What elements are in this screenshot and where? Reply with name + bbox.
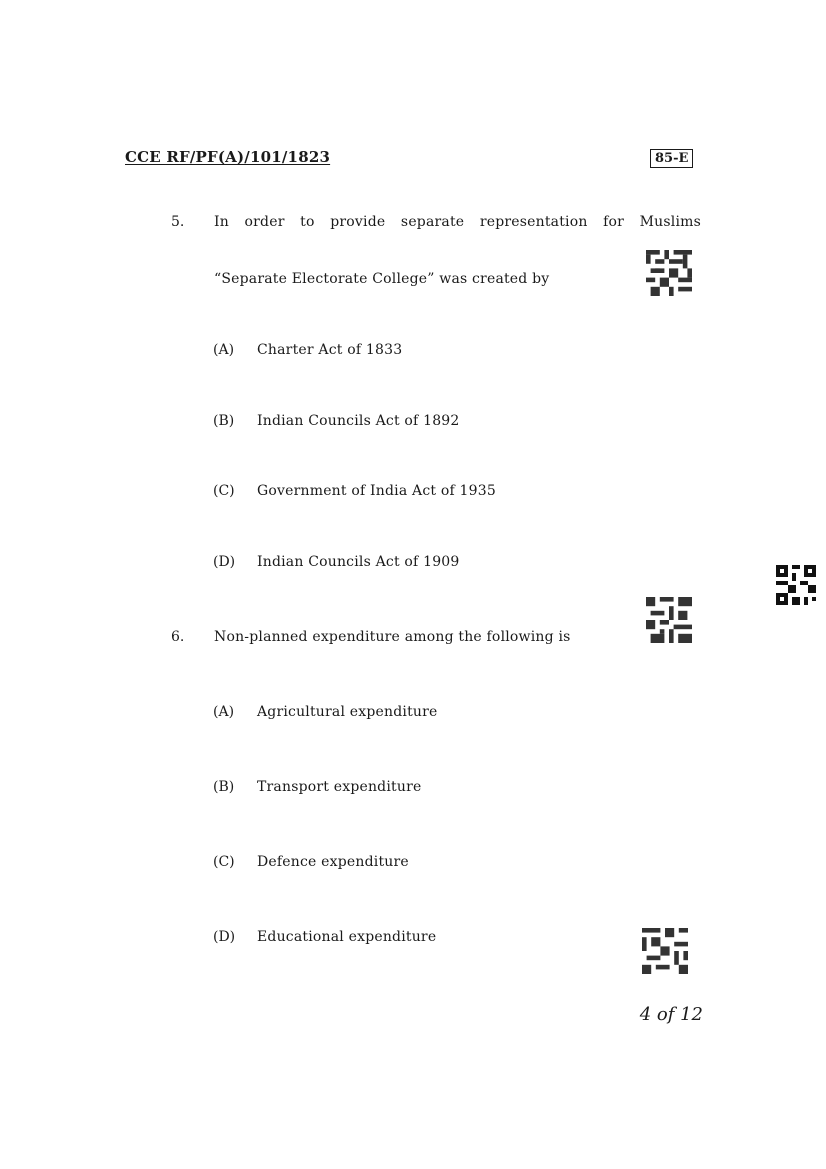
q6-option-c-text: Defence expenditure [257,854,409,870]
qr-code-icon [646,250,692,296]
q5-option-c-label: (C) [213,483,235,499]
qr-code-icon [642,928,688,974]
q5-option-c-text: Government of India Act of 1935 [257,483,496,499]
q6-option-d-label: (D) [213,929,236,945]
q6-option-d-text: Educational expenditure [257,929,437,945]
q5-option-a-label: (A) [213,342,235,358]
q6-option-a-label: (A) [213,704,235,720]
exam-code: CCE RF/PF(A)/101/1823 [125,148,331,166]
question-5-number: 5. [171,214,185,230]
paper-code-box: 85-E [650,149,693,168]
q5-option-b-text: Indian Councils Act of 1892 [257,413,460,429]
q5-option-b-label: (B) [213,413,235,429]
q6-option-c-label: (C) [213,854,235,870]
q5-option-d-text: Indian Councils Act of 1909 [257,554,460,570]
question-5-text-line2: “Separate Electorate College” was created by [214,271,550,287]
q6-option-b-label: (B) [213,779,235,795]
question-5-text-line1: In order to provide separate representation for Muslims [214,214,701,230]
page-number: 4 of 12 [639,1004,703,1025]
q6-option-a-text: Agricultural expenditure [257,704,438,720]
question-6-text: Non-planned expenditure among the following is [214,629,571,645]
q6-option-b-text: Transport expenditure [257,779,422,795]
q5-option-d-label: (D) [213,554,236,570]
q5-option-a-text: Charter Act of 1833 [257,342,403,358]
qr-code-icon [776,565,816,605]
qr-code-icon [646,597,692,643]
question-6-number: 6. [171,629,185,645]
